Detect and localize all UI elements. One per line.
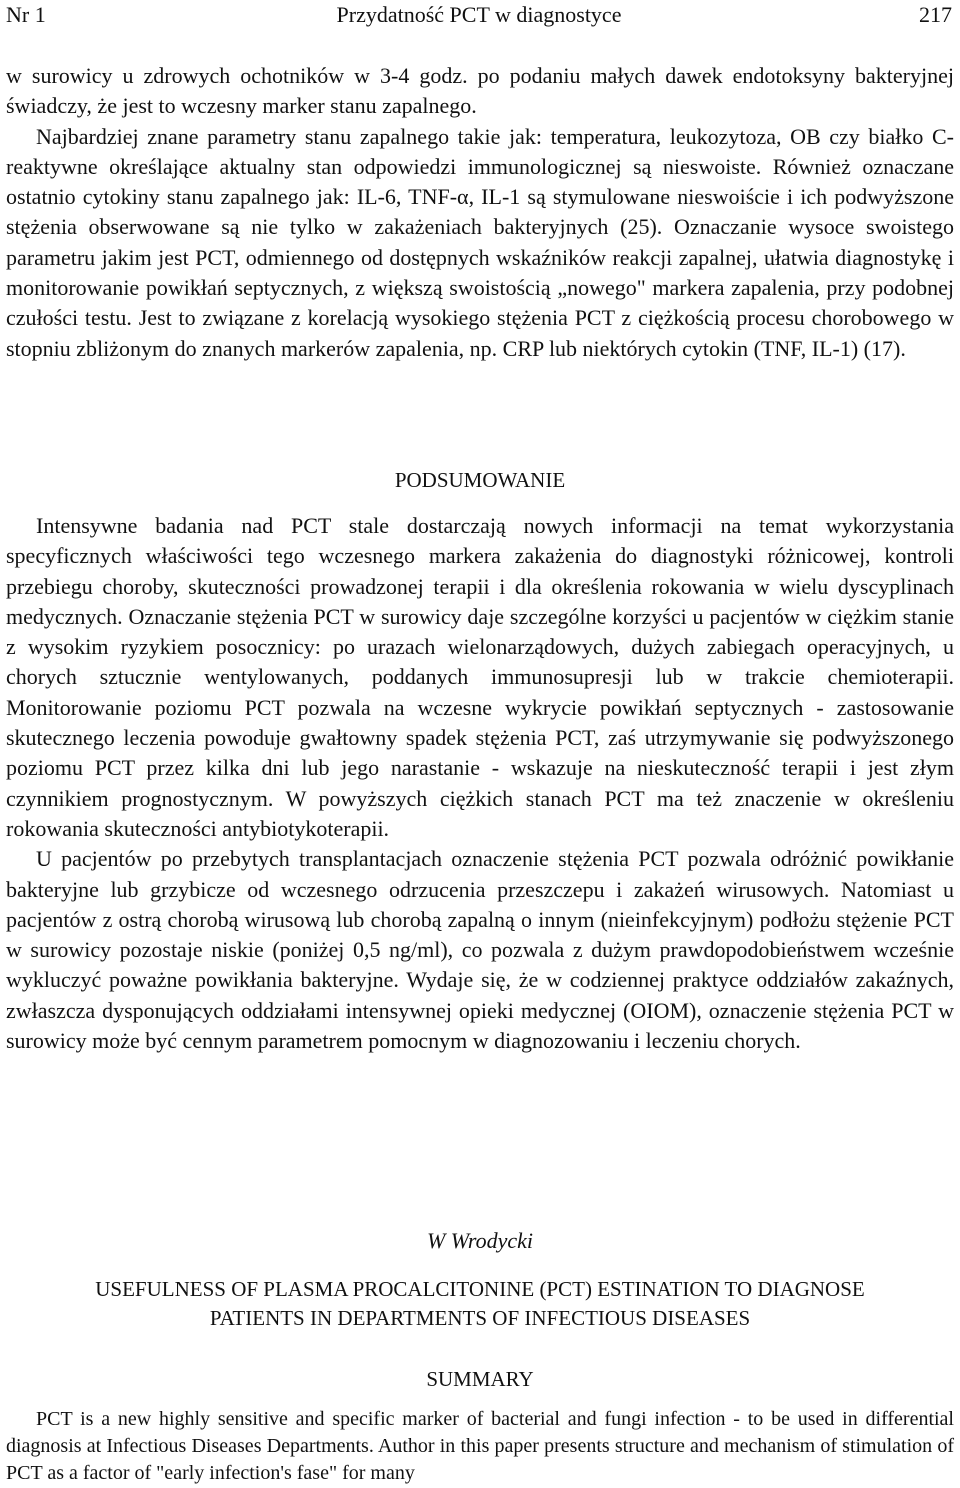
author-name: W Wrodycki	[426, 1228, 534, 1253]
section-heading-podsumowanie: PODSUMOWANIE	[394, 468, 566, 492]
english-summary-text: PCT is a new highly sensitive and specific marker of bacterial and fungi infection - to be used in differential diagnosis at Infectious Diseases Departments. Author in this paper presents structure and mechanism of stimulation of PCT as a factor of "early infection's fase" for many	[6, 1408, 954, 1484]
paragraph-inflammation-markers: Najbardziej znane parametry stanu zapalnego takie jak: temperatura, leukozytoza, OB czy białko C-reaktywne określające aktualny stan odpowiedzi immunologicznej są nieswoiste. Również oznaczane ostatnio cytokiny stanu zapalnego jak: IL-6, TNF-α, IL-1 są stymulowane nieswoiście i ich podwyższone stężenia obserwowane są nie tylko w zakażeniach bakteryjnych (25). Oznaczanie wysoce swoistego parametru jakim jest PCT, odmiennego od dostępnych wskaźników reakcji zapalnej, ułatwia diagnostykę i monitorowanie powikłań septycznych, z większą swoistością „nowego" markera zapalenia, przy podobnej czułości testu. Jest to związane z korelacją wysokiego stężenia PCT z ciężkością procesu chorobowego w stopniu zbliżonym do znanych markerów zapalenia, np. CRP lub niektórych cytokin (TNF, IL-1) (17).	[6, 123, 954, 361]
english-title-line-2: PATIENTS IN DEPARTMENTS OF INFECTIOUS DISEASES	[209, 1306, 751, 1330]
running-title: Przydatność PCT w diagnostyce	[336, 2, 622, 27]
english-title-line-1: USEFULNESS OF PLASMA PROCALCITONINE (PCT) ESTINATION TO DIAGNOSE	[95, 1277, 865, 1301]
page-number: 217	[919, 2, 952, 27]
section-heading-summary: SUMMARY	[426, 1367, 534, 1391]
intro-text	[6, 61, 954, 364]
journal-issue: Nr 1	[6, 2, 46, 27]
summary-text	[6, 511, 954, 1056]
paragraph-summary-1: Intensywne badania nad PCT stale dostarczają nowych informacji na temat wykorzystania specyficznych właściwości tego wczesnego markera zakażenia do diagnostyki różnicowej, kontroli przebiegu choroby, skuteczności prowadzonej terapii i dla określenia rokowania w wielu dyscyplinach medycznych. Oznaczanie stężenia PCT w surowicy daje szczególne korzyści u pacjentów w ciężkim stanie z wysokim ryzykiem posocznicy: po urazach wielonarządowych, dużych zabiegach operacyjnych, u chorych sztucznie wentylowanych, poddanych immunosupresji lub w trakcie chemioterapii. Monitorowanie poziomu PCT pozwala na wczesne wykrycie powikłań septycznych - zastosowanie skutecznego leczenia powoduje gwałtowny spadek stężenia PCT, zaś utrzymywanie się podwyższonego poziomu PCT przez kilka dni lub jego narastanie - wskazuje na nieskuteczność terapii i jest złym czynnikiem prognostycznym. W powyższych ciężkich stanach PCT ma też znaczenie w określeniu rokowania skuteczności antybiotykoterapii.	[6, 513, 954, 841]
running-header	[6, 0, 952, 30]
paragraph-continuation: w surowicy u zdrowych ochotników w 3-4 godz. po podaniu małych dawek endotoksyny bakteryjnej świadczy, że jest to wczesny marker stanu zapalnego.	[6, 63, 954, 119]
paragraph-summary-2: U pacjentów po przebytych transplantacjach oznaczenie stężenia PCT pozwala odróżnić powikłanie bakteryjne lub grzybicze od wczesnego odrzucenia przeszczepu i zakażeń wirusowych. Natomiast u pacjentów z ostrą chorobą wirusową lub chorobą zapalną o innym (nieinfekcyjnym) podłożu stężenie PCT w surowicy pozostaje niskie (poniżej 0,5 ng/ml), co pozwala z dużym prawdopodobieństwem wcześnie wykluczyć poważne powikłania bakteryjne. Wydaje się, że w codziennej praktyce oddziałów zakaźnych, zwłaszcza dysponujących oddziałami intensywnej opieki medycznej (OIOM), oznaczenie stężenia PCT w surowicy może być cennym parametrem pomocnym w diagnozowaniu i leczeniu chorych.	[6, 846, 954, 1054]
english-title	[0, 1275, 960, 1333]
